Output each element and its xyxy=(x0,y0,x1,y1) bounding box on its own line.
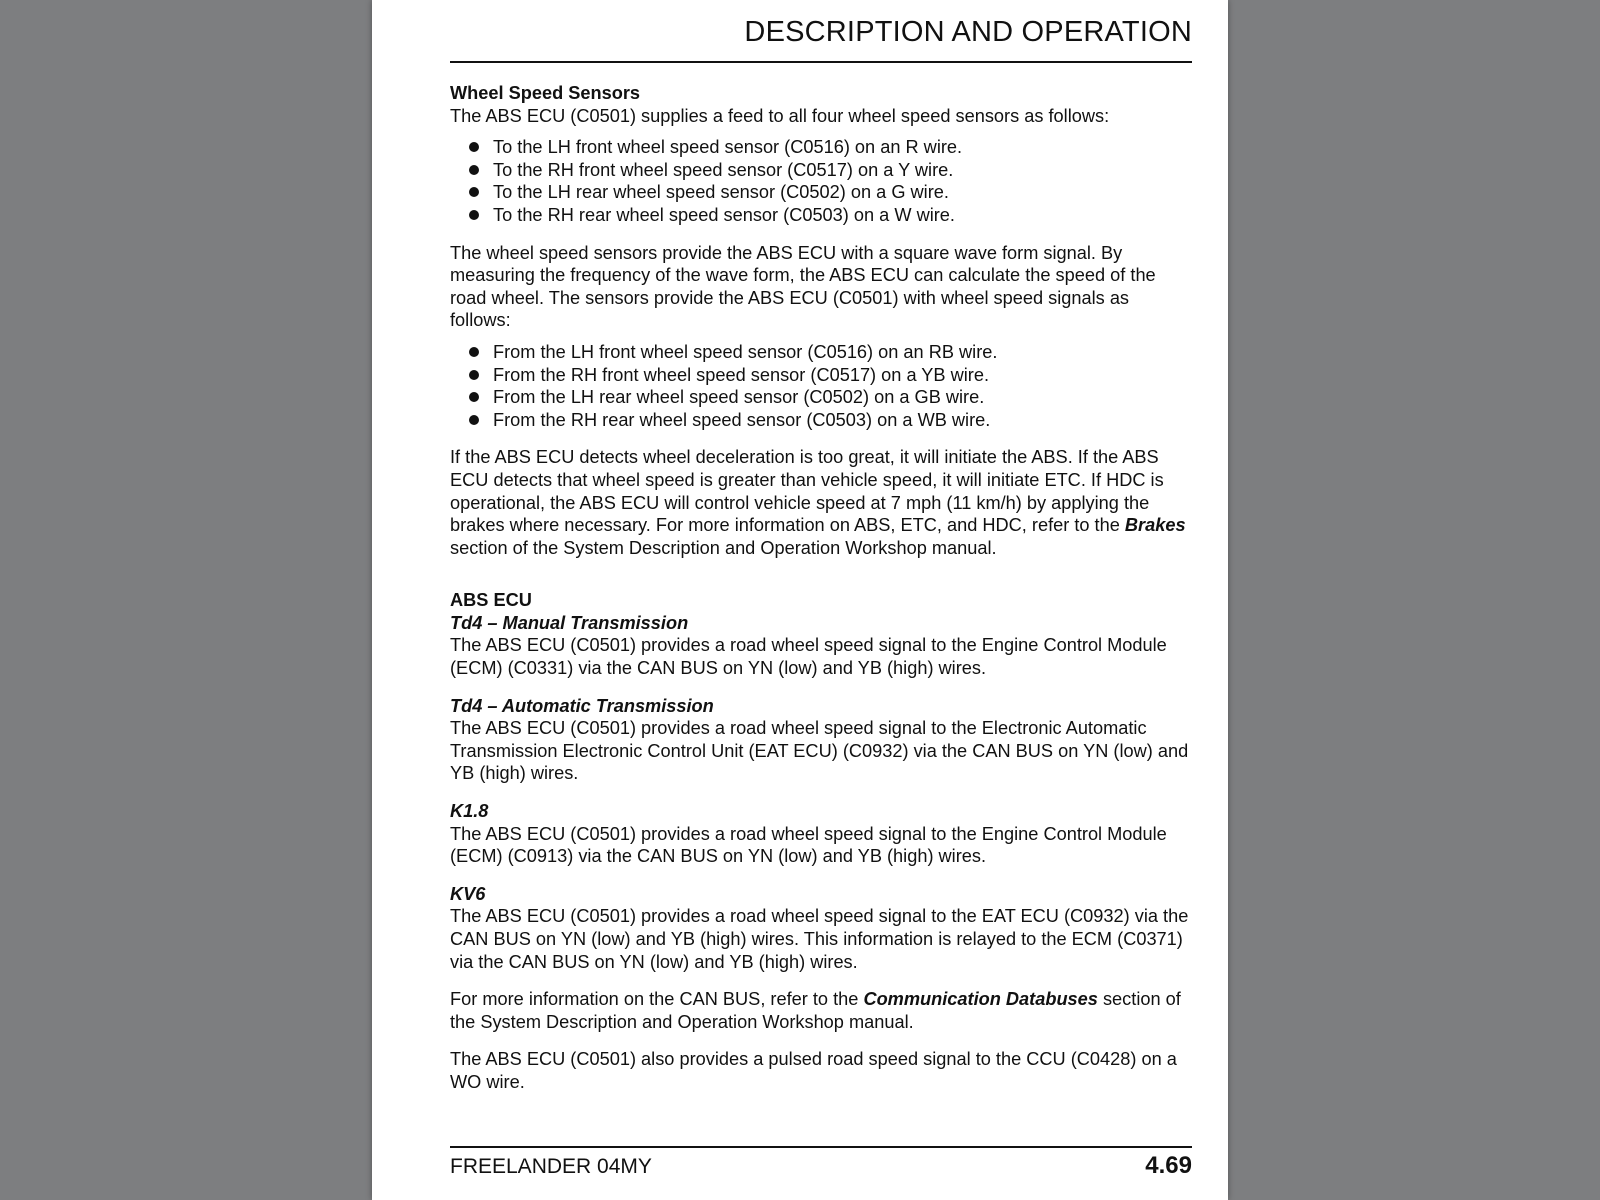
ccu-paragraph: The ABS ECU (C0501) also provides a pulsed road speed signal to the CCU (C0428) on a WO wire. xyxy=(450,1049,1177,1092)
footer-model: FREELANDER 04MY xyxy=(450,1155,652,1178)
subheading-td4-manual: Td4 – Manual Transmission xyxy=(450,612,689,633)
bullet-icon xyxy=(469,165,479,175)
list-item xyxy=(450,159,1192,182)
subheading-kv6: KV6 xyxy=(450,883,486,904)
brakes-reference: Brakes xyxy=(1124,515,1186,536)
subheading-td4-automatic: Td4 – Automatic Transmission xyxy=(450,695,714,716)
header-divider xyxy=(450,61,1192,63)
canbus-text: For more information on the CAN BUS, refer to the xyxy=(450,989,864,1010)
canbus-text-end: section of the System Description and Operation Workshop manual. xyxy=(450,989,1181,1032)
bullet-icon xyxy=(469,392,479,402)
bullet-icon xyxy=(469,347,479,357)
document-body xyxy=(450,82,1192,1094)
signal-paragraph: The wheel speed sensors provide the ABS ECU with a square wave form signal. By measuring the frequency of the wave form, the ABS ECU can calculate the speed of the road wheel. The sensors provide the ABS ECU (C0501) with wheel speed signals as follows: xyxy=(450,242,1156,331)
list-item xyxy=(450,136,1192,159)
bullet-icon xyxy=(469,415,479,425)
subheading-k18: K1.8 xyxy=(450,801,489,822)
list-item-text: To the LH rear wheel speed sensor (C0502) on a G wire. xyxy=(493,182,949,203)
section-heading-wheel-speed-sensors: Wheel Speed Sensors xyxy=(450,83,641,103)
list-item-text: To the RH front wheel speed sensor (C0517) on a Y wire. xyxy=(493,159,954,180)
footer-divider xyxy=(450,1146,1192,1148)
list-item xyxy=(450,386,1192,409)
list-item xyxy=(450,409,1192,432)
page-number: 4.69 xyxy=(1145,1152,1192,1179)
page-header-title: DESCRIPTION AND OPERATION xyxy=(744,16,1192,48)
list-item-text: From the LH rear wheel speed sensor (C0502) on a GB wire. xyxy=(493,387,985,408)
bullet-icon xyxy=(469,370,479,380)
deceleration-text: If the ABS ECU detects wheel deceleration is too great, it will initiate the ABS. If the ABS ECU detects that wheel speed is greater than vehicle speed, it will initiate ETC. If HDC is operational, the ABS ECU will control vehicle speed at 7 mph (11 km/h) by applying the brakes where necessary. For more information on ABS, ETC, and HDC, refer to the xyxy=(450,447,1164,536)
td4-automatic-paragraph: The ABS ECU (C0501) provides a road wheel speed signal to the Electronic Automatic Transmission Electronic Control Unit (EAT ECU) (C0932) via the CAN BUS on YN (low) and YB (high) wires. xyxy=(450,718,1189,784)
list-item-text: From the LH front wheel speed sensor (C0516) on an RB wire. xyxy=(493,341,998,362)
list-item-text: From the RH rear wheel speed sensor (C0503) on a WB wire. xyxy=(493,409,991,430)
list-item-text: From the RH front wheel speed sensor (C0517) on a YB wire. xyxy=(493,364,990,385)
wheel-speed-intro: The ABS ECU (C0501) supplies a feed to all four wheel speed sensors as follows: xyxy=(450,105,1110,126)
bullet-icon xyxy=(469,210,479,220)
deceleration-text-end: section of the System Description and Operation Workshop manual. xyxy=(450,537,997,558)
communication-databuses-reference: Communication Databuses xyxy=(863,989,1098,1010)
feed-list xyxy=(450,136,1192,226)
k18-paragraph: The ABS ECU (C0501) provides a road wheel speed signal to the Engine Control Module (ECM) (C0913) via the CAN BUS on YN (low) and YB (high) wires. xyxy=(450,823,1167,867)
bullet-icon xyxy=(469,142,479,152)
list-item xyxy=(450,204,1192,227)
canbus-paragraph xyxy=(450,988,1192,1033)
list-item-text: To the LH front wheel speed sensor (C0516) on an R wire. xyxy=(493,137,963,158)
list-item xyxy=(450,364,1192,387)
deceleration-paragraph xyxy=(450,446,1192,559)
kv6-paragraph: The ABS ECU (C0501) provides a road wheel speed signal to the EAT ECU (C0932) via the CAN BUS on YN (low) and YB (high) wires. This information is relayed to the ECM (C0371) via the CAN BUS on YN (low) and YB (high) wires. xyxy=(450,906,1189,972)
page-content xyxy=(450,0,1192,1200)
bullet-icon xyxy=(469,187,479,197)
section-heading-abs-ecu: ABS ECU xyxy=(450,590,532,611)
list-item xyxy=(450,341,1192,364)
list-item-text: To the RH rear wheel speed sensor (C0503) on a W wire. xyxy=(493,204,955,225)
signal-list xyxy=(450,341,1192,431)
td4-manual-paragraph: The ABS ECU (C0501) provides a road wheel speed signal to the Engine Control Module (ECM) (C0331) via the CAN BUS on YN (low) and YB (high) wires. xyxy=(450,635,1167,679)
document-page xyxy=(372,0,1228,1200)
list-item xyxy=(450,181,1192,204)
